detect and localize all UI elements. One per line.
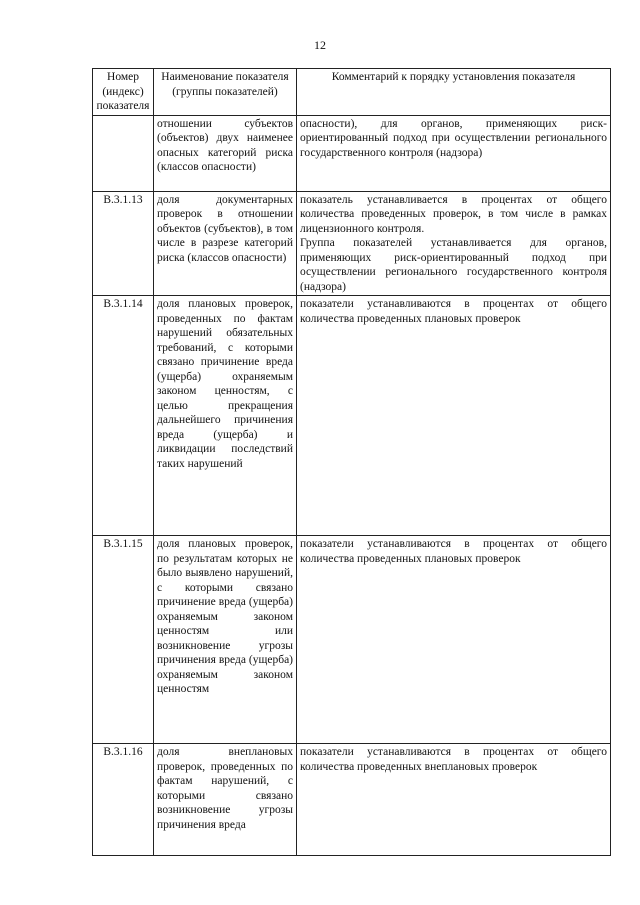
row-name: доля плановых проверок, по результатам которых не было выявлено нарушений, с которыми связано причинение вреда (ущерба) охраняемым законом ценностям или возникновение угрозы причинения вреда (ущерба) охраняемым законом ценностям <box>154 536 297 744</box>
row-comment <box>297 536 611 744</box>
row-id: В.3.1.15 <box>93 536 154 744</box>
table-row <box>93 191 611 296</box>
indicators-table <box>92 68 611 856</box>
table-row <box>93 115 611 191</box>
row-name: доля документарных проверок в отношении объектов (субъектов), в том числе в разрезе категорий риска (классов опасности) <box>154 191 297 296</box>
row-id: В.3.1.13 <box>93 191 154 296</box>
row-name: доля плановых проверок, проведенных по фактам нарушений обязательных требований, с которыми связано причинение вреда (ущерба) охраняемым законом ценностям, с целью прекращения дальнейшего причинения вреда (ущерба) и ликвидации последствий таких нарушений <box>154 296 297 536</box>
comment-paragraph: опасности), для органов, применяющих риск-ориентированный подход при осуществлении регионального государственного контроля (надзора) <box>300 117 607 159</box>
table-row <box>93 296 611 536</box>
page-number: 12 <box>314 38 326 52</box>
row-id: В.3.1.14 <box>93 296 154 536</box>
row-id <box>93 115 154 191</box>
row-comment <box>297 296 611 536</box>
table-header-row <box>93 69 611 116</box>
comment-paragraph: показатели устанавливаются в процентах от общего количества проведенных плановых проверок <box>300 538 607 565</box>
header-col-name: Наименование показателя (группы показателей) <box>154 69 297 116</box>
row-name: отношении субъектов (объектов) двух наименее опасных категорий риска (классов опасности) <box>154 115 297 191</box>
row-comment <box>297 191 611 296</box>
table-row <box>93 536 611 744</box>
comment-paragraph: Группа показателей устанавливается для органов, применяющих риск-ориентированный подход при осуществлении регионального государственного контроля (надзора) <box>300 237 607 293</box>
table-row <box>93 744 611 856</box>
comment-paragraph: показатели устанавливаются в процентах от общего количества проведенных плановых проверок <box>300 298 607 325</box>
comment-paragraph: показатели устанавливаются в процентах от общего количества проведенных внеплановых проверок <box>300 746 607 773</box>
row-comment <box>297 115 611 191</box>
comment-paragraph: показатель устанавливается в процентах от общего количества проведенных проверок, в том числе в рамках лицензионного контроля. <box>300 193 607 235</box>
row-comment <box>297 744 611 856</box>
header-col-number: Номер (индекс) показателя <box>93 69 154 116</box>
header-col-comment: Комментарий к порядку установления показателя <box>297 69 611 116</box>
row-name: доля внеплановых проверок, проведенных по фактам нарушений, с которыми связано возникновение угрозы причинения вреда <box>154 744 297 856</box>
row-id: В.3.1.16 <box>93 744 154 856</box>
